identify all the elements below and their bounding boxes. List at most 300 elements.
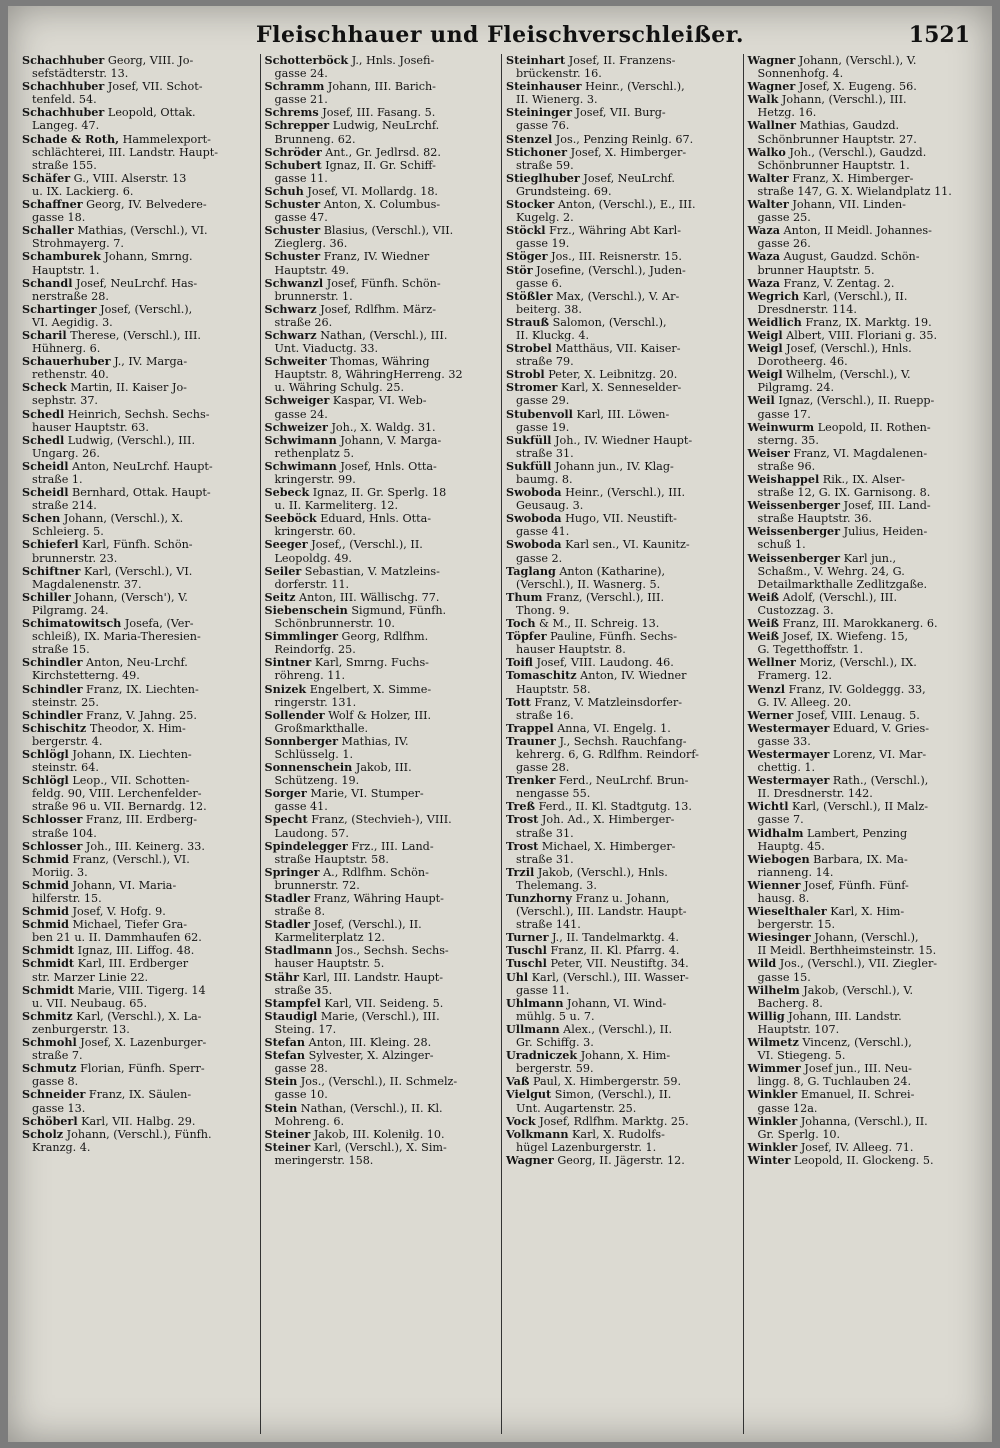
entry-name: Stromer bbox=[506, 380, 558, 395]
entry-name: Seitz bbox=[264, 589, 296, 604]
entry-name: Scheck bbox=[22, 380, 67, 395]
entry-name: Schotterböck bbox=[264, 54, 349, 67]
directory-entry bbox=[506, 971, 739, 997]
entry-name: Sintner bbox=[264, 655, 312, 670]
entry-address: Moriz, (Verschl.), IX. Framerg. 12. bbox=[757, 656, 917, 683]
directory-entry bbox=[748, 54, 981, 80]
entry-address: Wolf & Holzer, III. Großmarkthalle. bbox=[274, 708, 432, 735]
entry-name: Stefan bbox=[264, 1048, 306, 1063]
entry-name: Stocker bbox=[506, 197, 555, 212]
entry-address: Josef, VII. Schot- tenfeld. 54. bbox=[32, 80, 203, 107]
directory-entry bbox=[748, 473, 981, 499]
entry-address: Josef, IX. Wiefeng. 15, G. Tegetthoffstr. 1. bbox=[757, 630, 909, 657]
entry-address: Anna, VI. Engelg. 1. bbox=[553, 721, 671, 735]
page-title: Fleischhauer und Fleischverschleißer. bbox=[255, 22, 745, 48]
entry-address: Blasius, (Verschl.), VII. Zieglerg. 36. bbox=[274, 224, 454, 251]
entry-name: Seiler bbox=[264, 563, 302, 578]
entry-address: Nathan, (Verschl.), III. Unt. Viaductg. 33. bbox=[274, 328, 448, 356]
entry-address: Jos., Sechsh. Sechs- hauser Hauptstr. 5. bbox=[274, 944, 449, 971]
entry-name: Stähr bbox=[264, 969, 300, 984]
entry-name: Wiesinger bbox=[747, 930, 811, 945]
directory-entry bbox=[22, 984, 256, 1010]
entry-name: Schiftner bbox=[22, 563, 81, 578]
entry-name: Schubert bbox=[264, 157, 322, 172]
directory-entry bbox=[748, 198, 981, 224]
entry-address: Johann, (Verschl.), X. Schleierg. 5. bbox=[32, 512, 184, 539]
entry-name: Stubenvoll bbox=[506, 406, 573, 421]
entry-address: Johann, (Versch'), V. Pilgramg. 24. bbox=[32, 590, 188, 617]
entry-address: Adolf, (Verschl.), III. Custozzag. 3. bbox=[757, 590, 898, 617]
directory-entry bbox=[748, 957, 981, 983]
entry-name: Stößler bbox=[506, 288, 553, 303]
entry-name: Wilhelm bbox=[747, 982, 800, 997]
entry-name: Schindler bbox=[22, 655, 83, 670]
entry-address: Michael, X. Himberger- straße 31. bbox=[516, 839, 676, 866]
entry-address: Josef jun., III. Neu- lingg. 8, G. Tuchlauben 24. bbox=[757, 1062, 912, 1089]
entry-name: Turner bbox=[506, 930, 549, 945]
directory-entry bbox=[265, 277, 498, 303]
directory-entry bbox=[265, 813, 498, 839]
entry-address: Josef, Hnls. Otta- kringerstr. 99. bbox=[274, 459, 437, 486]
entry-name: Werner bbox=[747, 707, 794, 722]
entry-name: Trenker bbox=[506, 773, 556, 788]
entry-name: Schieferl bbox=[22, 537, 79, 552]
directory-entry bbox=[22, 813, 256, 839]
entry-name: Stadler bbox=[264, 917, 311, 932]
entry-address: Georg, II. Jägerstr. 12. bbox=[553, 1153, 685, 1167]
entry-name: Stampfel bbox=[264, 995, 321, 1010]
entry-name: Schade & Roth, bbox=[22, 131, 120, 146]
entry-name: Schmidt bbox=[22, 982, 75, 997]
entry-name: Schlögl bbox=[22, 746, 69, 761]
directory-entry bbox=[748, 617, 981, 630]
directory-entry bbox=[506, 434, 739, 460]
directory-entry bbox=[265, 683, 498, 709]
entry-address: Anton, NeuLrchf. Haupt- straße 1. bbox=[32, 459, 213, 486]
entry-name: Steinhauser bbox=[506, 79, 582, 94]
entry-address: Josef, VIII. Laudong. 46. bbox=[532, 656, 674, 670]
entry-address: Franz, (Verschl.), VI. Moriig. 3. bbox=[32, 852, 190, 879]
directory-entry bbox=[22, 277, 256, 303]
directory-entry bbox=[22, 918, 256, 944]
directory-entry bbox=[265, 159, 498, 185]
entry-address: Karl, Smrng. Fuchs- röhreng. 11. bbox=[274, 656, 429, 683]
entry-name: Steinhart bbox=[506, 54, 566, 67]
directory-entry bbox=[748, 984, 981, 1010]
entry-name: Walk bbox=[747, 92, 779, 107]
entry-address: Ignaz, (Verschl.), II. Ruepp- gasse 17. bbox=[757, 394, 935, 421]
entry-name: Schlosser bbox=[22, 812, 83, 827]
directory-entry bbox=[748, 800, 981, 826]
directory-entry bbox=[265, 761, 498, 787]
entry-address: Leopold, Ottak. Langeg. 47. bbox=[32, 106, 196, 133]
directory-entry bbox=[265, 54, 498, 80]
entry-name: Schmidt bbox=[22, 956, 75, 971]
entry-name: Schäfer bbox=[22, 170, 71, 185]
directory-columns bbox=[18, 54, 984, 1434]
directory-entry bbox=[506, 538, 739, 564]
entry-address: Leopold, II. Rothen- sterng. 35. bbox=[757, 420, 931, 447]
column-2 bbox=[260, 54, 502, 1434]
directory-entry bbox=[265, 787, 498, 813]
directory-entry bbox=[748, 774, 981, 800]
entry-address: Emanuel, II. Schrei- gasse 12a. bbox=[757, 1088, 915, 1115]
directory-entry bbox=[22, 879, 256, 905]
directory-entry bbox=[748, 368, 981, 394]
entry-address: Salomon, (Verschl.), II. Kluckg. 4. bbox=[516, 315, 667, 342]
entry-address: Frz., III. Land- straße Hauptstr. 58. bbox=[274, 839, 434, 866]
column-4 bbox=[743, 54, 985, 1434]
entry-name: Scharil bbox=[22, 327, 67, 342]
directory-entry bbox=[506, 146, 739, 172]
entry-name: Wild bbox=[747, 956, 777, 971]
entry-name: Weidlich bbox=[747, 314, 802, 329]
entry-name: Steininger bbox=[506, 105, 572, 120]
entry-address: Franz, IX. Marktg. 19. bbox=[801, 315, 932, 329]
entry-name: Schedl bbox=[22, 406, 65, 421]
entry-address: Josef,, (Verschl.), II. Leopoldg. 49. bbox=[274, 538, 423, 565]
entry-name: Wenzl bbox=[747, 681, 786, 696]
entry-address: Hammelexport- schlächterei, III. Landstr. Haupt- straße 155. bbox=[32, 132, 219, 172]
entry-address: Franz, (Stechvieh-), VIII. Laudong. 57. bbox=[274, 813, 452, 840]
entry-name: Widhalm bbox=[747, 825, 804, 840]
entry-name: Swoboda bbox=[506, 537, 562, 552]
entry-name: Schlögl bbox=[22, 773, 69, 788]
directory-entry bbox=[748, 250, 981, 276]
entry-address: Engelbert, X. Simme- ringerstr. 131. bbox=[274, 682, 432, 709]
directory-entry bbox=[748, 1010, 981, 1036]
entry-address: Anton (Katharine), (Verschl.), II. Wasnerg. 5. bbox=[516, 564, 666, 591]
entry-name: Sebeck bbox=[264, 485, 310, 500]
entry-name: Trauner bbox=[506, 733, 556, 748]
entry-address: Martin, II. Kaiser Jo- sephstr. 37. bbox=[32, 381, 187, 408]
directory-entry bbox=[265, 486, 498, 512]
directory-entry bbox=[506, 774, 739, 800]
entry-address: Anton, III. Wällischg. 77. bbox=[295, 590, 440, 604]
entry-address: Johanna, (Verschl.), II. Gr. Sperlg. 10. bbox=[757, 1114, 928, 1141]
entry-address: Franz u. Johann, (Verschl.), III. Landstr. Haupt- straße 141. bbox=[516, 892, 687, 932]
entry-name: Schweiger bbox=[264, 393, 330, 408]
entry-address: Josef, (Verschl.), Hnls. Dorotheerg. 46. bbox=[757, 342, 912, 369]
entry-name: Wimmer bbox=[747, 1061, 801, 1076]
entry-address: Ferd., NeuLrchf. Brun- nengasse 55. bbox=[516, 774, 689, 801]
directory-entry bbox=[265, 630, 498, 656]
entry-name: Weiß bbox=[747, 616, 780, 631]
entry-address: Julius, Heiden- schuß 1. bbox=[757, 525, 928, 552]
directory-entry bbox=[265, 709, 498, 735]
directory-entry bbox=[265, 1049, 498, 1075]
directory-entry bbox=[748, 421, 981, 447]
directory-entry bbox=[506, 264, 739, 290]
entry-name: Ullmann bbox=[506, 1021, 560, 1036]
entry-address: Franz, IX. Liechten- steinstr. 25. bbox=[32, 682, 199, 709]
directory-entry bbox=[22, 106, 256, 132]
entry-address: Georg, Rdlfhm. Reindorfg. 25. bbox=[274, 630, 429, 657]
entry-name: Vaß bbox=[506, 1074, 530, 1089]
entry-name: Weissenberger bbox=[747, 550, 841, 565]
entry-name: Stöckl bbox=[506, 223, 546, 238]
directory-entry bbox=[22, 54, 256, 80]
entry-name: Stadlmann bbox=[264, 943, 333, 958]
entry-name: Weiß bbox=[747, 629, 780, 644]
entry-name: Schmid bbox=[22, 851, 69, 866]
entry-address: Ignaz, II. Gr. Schiff- gasse 11. bbox=[274, 158, 436, 185]
entry-address: Karl, III. Erdberger str. Marzer Linie 22. bbox=[32, 957, 189, 984]
entry-name: Weil bbox=[747, 393, 775, 408]
entry-name: Wellner bbox=[747, 655, 796, 670]
entry-address: Josef, NeuLrchf. Has- nerstraße 28. bbox=[32, 276, 198, 303]
entry-address: Josef, VI. Mollardg. 18. bbox=[303, 184, 438, 198]
directory-entry bbox=[506, 1154, 739, 1167]
entry-name: Schmid bbox=[22, 904, 69, 919]
entry-name: Taglang bbox=[506, 563, 556, 578]
entry-name: Schwarz bbox=[264, 301, 317, 316]
entry-name: Schindler bbox=[22, 707, 83, 722]
directory-entry bbox=[22, 460, 256, 486]
entry-name: Sollender bbox=[264, 707, 325, 722]
directory-entry bbox=[748, 931, 981, 957]
entry-address: Jos., Penzing Reinlg. 67. bbox=[552, 132, 694, 146]
entry-name: Weiß bbox=[747, 589, 780, 604]
entry-name: Töpfer bbox=[506, 629, 547, 644]
entry-name: Schischitz bbox=[22, 720, 87, 735]
entry-address: Ignaz, III. Liffog. 48. bbox=[74, 944, 195, 958]
directory-entry bbox=[506, 342, 739, 368]
directory-entry bbox=[506, 591, 739, 617]
entry-name: Weissenberger bbox=[747, 498, 841, 513]
entry-name: Westermayer bbox=[747, 746, 830, 761]
directory-entry bbox=[506, 381, 739, 407]
directory-entry bbox=[506, 172, 739, 198]
directory-entry bbox=[265, 604, 498, 630]
directory-entry bbox=[22, 591, 256, 617]
entry-name: Stadler bbox=[264, 891, 311, 905]
entry-name: Schedl bbox=[22, 432, 65, 447]
entry-name: Uhl bbox=[506, 969, 529, 984]
entry-address: Mathias, (Verschl.), VI. Strohmayerg. 7. bbox=[32, 224, 208, 251]
directory-entry bbox=[506, 696, 739, 722]
directory-entry bbox=[506, 800, 739, 813]
directory-entry bbox=[506, 512, 739, 538]
directory-entry bbox=[22, 748, 256, 774]
directory-entry bbox=[506, 1023, 739, 1049]
entry-address: Josef, IV. Alleeg. 71. bbox=[797, 1140, 914, 1154]
entry-address: Bernhard, Ottak. Haupt- straße 214. bbox=[32, 486, 211, 513]
entry-name: Stein bbox=[264, 1074, 298, 1089]
entry-name: Schiller bbox=[22, 589, 71, 604]
entry-name: Wienner bbox=[747, 877, 801, 892]
entry-address: Hugo, VII. Neustift- gasse 41. bbox=[516, 512, 677, 539]
entry-name: Willig bbox=[747, 1008, 785, 1023]
directory-entry bbox=[748, 1036, 981, 1062]
entry-name: Schmid bbox=[22, 917, 69, 932]
entry-address: Franz, III. Marokkanerg. 6. bbox=[779, 617, 938, 631]
entry-name: Weishappel bbox=[747, 472, 820, 486]
entry-address: Ludwig, NeuLrchf. Brunneng. 62. bbox=[274, 119, 440, 146]
entry-address: Albert, VIII. Floriani g. 35. bbox=[782, 328, 938, 342]
entry-address: Franz, III. Erdberg- straße 104. bbox=[32, 813, 198, 840]
entry-name: Schamburek bbox=[22, 249, 101, 264]
directory-entry bbox=[265, 329, 498, 355]
entry-address: Franz, Währing Haupt- straße 8. bbox=[274, 892, 444, 919]
entry-address: Ant., Gr. Jedlrsd. 82. bbox=[321, 145, 441, 159]
directory-entry bbox=[22, 172, 256, 198]
directory-entry bbox=[748, 447, 981, 473]
entry-name: Schweiter bbox=[264, 354, 327, 369]
directory-entry bbox=[265, 656, 498, 682]
entry-name: Schrepper bbox=[264, 118, 330, 133]
directory-entry bbox=[22, 80, 256, 106]
entry-address: Max, (Verschl.), V. Ar- beiterg. 38. bbox=[516, 289, 680, 316]
directory-entry bbox=[22, 1128, 256, 1154]
entry-address: Anton, X. Columbus- gasse 47. bbox=[274, 198, 441, 225]
entry-name: Wallner bbox=[747, 118, 796, 133]
entry-address: Karl jun., Schaßm., V. Wehrg. 24, G. Detailmarkthalle Zedlitzgaße. bbox=[757, 551, 928, 591]
directory-entry bbox=[22, 355, 256, 381]
entry-name: Weissenberger bbox=[747, 524, 841, 539]
directory-entry bbox=[748, 630, 981, 656]
directory-entry bbox=[265, 1075, 498, 1101]
entry-name: Tomaschitz bbox=[506, 668, 577, 683]
entry-address: Leop., VII. Schotten- feldg. 90, VIII. Lerchenfelder- straße 96 u. VII. Bernardg. 12. bbox=[32, 774, 207, 814]
entry-address: Karl, III. Löwen- gasse 19. bbox=[516, 407, 670, 434]
entry-name: Swoboda bbox=[506, 511, 562, 526]
entry-address: Karl, (Verschl.), VI. Magdalenenstr. 37. bbox=[32, 564, 193, 591]
entry-address: Franz, II. Kl. Pfarrg. 4. bbox=[546, 944, 680, 958]
entry-name: Seeger bbox=[264, 537, 308, 552]
entry-name: Specht bbox=[264, 812, 308, 827]
directory-entry bbox=[265, 918, 498, 944]
entry-address: Anton, (Verschl.), E., III. Kugelg. 2. bbox=[516, 198, 696, 225]
entry-address: Johann, (Verschl.), V. Sonnenhofg. 4. bbox=[757, 54, 917, 81]
directory-entry bbox=[265, 1141, 498, 1167]
entry-address: Johann, X. Him- bergerstr. 59. bbox=[516, 1049, 671, 1076]
entry-name: Westermayer bbox=[747, 773, 830, 788]
entry-address: Johann, VI. Maria- hilferstr. 15. bbox=[32, 878, 177, 905]
entry-name: Winkler bbox=[747, 1113, 798, 1128]
entry-name: Weinwurm bbox=[747, 419, 815, 434]
entry-name: Seeböck bbox=[264, 511, 317, 526]
entry-address: Ferd., II. Kl. Stadtgutg. 13. bbox=[535, 800, 692, 814]
entry-address: Josef, NeuLrchf. Grundsteing. 69. bbox=[516, 171, 675, 198]
entry-name: Westermayer bbox=[747, 720, 830, 735]
entry-name: Stichoner bbox=[506, 144, 568, 159]
entry-address: Michael, Tiefer Gra- ben 21 u. II. Dammhaufen 62. bbox=[32, 918, 202, 945]
entry-name: Uradniczek bbox=[506, 1048, 578, 1063]
directory-entry bbox=[748, 552, 981, 591]
entry-name: Schuster bbox=[264, 197, 321, 212]
entry-address: Jos., (Verschl.), II. Schmelz- gasse 10. bbox=[274, 1075, 458, 1102]
entry-name: Schaffner bbox=[22, 197, 83, 212]
entry-address: J., Sechsh. Rauchfang- kehrerg. 6, G. Rdlfhm. Reindorf- gasse 28. bbox=[516, 734, 699, 775]
directory-entry bbox=[22, 381, 256, 407]
directory-entry bbox=[748, 93, 981, 119]
entry-address: Karl, (Verschl.), X. Sim- meringerstr. 158. bbox=[274, 1140, 447, 1167]
entry-address: Barbara, IX. Ma- rianneng. 14. bbox=[757, 852, 908, 879]
directory-entry bbox=[22, 774, 256, 813]
directory-entry bbox=[265, 355, 498, 394]
entry-address: Johann, (Verschl.), II Meidl. Berthheimsteinstr. 15. bbox=[757, 931, 937, 958]
directory-entry bbox=[22, 250, 256, 276]
entry-name: Schandl bbox=[22, 275, 73, 290]
entry-name: Wieselthaler bbox=[747, 904, 827, 919]
entry-address: Josef, VIII. Lenaug. 5. bbox=[793, 708, 920, 722]
directory-entry bbox=[506, 80, 739, 106]
entry-address: Karl, (Verschl.), II. Dresdnerstr. 114. bbox=[757, 289, 908, 316]
entry-address: Joh., III. Keinerg. 33. bbox=[82, 839, 205, 853]
entry-address: Johann, VI. Wind- mühlg. 5 u. 7. bbox=[516, 996, 667, 1023]
entry-name: Trzil bbox=[506, 864, 535, 879]
directory-entry bbox=[22, 198, 256, 224]
directory-entry bbox=[265, 944, 498, 970]
directory-entry bbox=[22, 853, 256, 879]
entry-address: Karl, VII. Halbg. 29. bbox=[77, 1114, 196, 1128]
entry-address: Johann, VII. Linden- gasse 25. bbox=[757, 198, 906, 225]
entry-address: Josef, Fünfh. Fünf- hausg. 8. bbox=[757, 878, 909, 905]
directory-entry bbox=[506, 997, 739, 1023]
page-number: 1521 bbox=[908, 22, 970, 48]
directory-entry bbox=[506, 54, 739, 80]
entry-name: Walter bbox=[747, 197, 789, 212]
directory-entry bbox=[22, 512, 256, 538]
directory-entry bbox=[748, 119, 981, 145]
directory-entry bbox=[22, 565, 256, 591]
directory-entry bbox=[748, 172, 981, 198]
entry-name: Sonnberger bbox=[264, 733, 338, 748]
entry-name: Sonnenschein bbox=[264, 760, 353, 775]
directory-entry bbox=[748, 827, 981, 853]
entry-address: Simon, (Verschl.), II. Unt. Augartenstr. 25. bbox=[516, 1088, 672, 1115]
entry-address: Joh., (Verschl.), Gaudzd. Schönbrunner Hauptstr. 1. bbox=[757, 145, 927, 172]
entry-address: Josef, X. Himberger- straße 59. bbox=[516, 145, 687, 172]
entry-address: Joh. Ad., X. Himberger- straße 31. bbox=[516, 813, 675, 840]
entry-name: Volkmann bbox=[506, 1126, 569, 1141]
directory-entry bbox=[506, 250, 739, 263]
entry-address: J., Hnls. Josefi- gasse 24. bbox=[274, 54, 435, 81]
entry-name: Wilmetz bbox=[747, 1035, 799, 1050]
directory-entry bbox=[748, 1088, 981, 1114]
entry-name: Schmitz bbox=[22, 1008, 73, 1023]
directory-entry bbox=[506, 957, 739, 970]
directory-entry bbox=[506, 486, 739, 512]
entry-name: Tuschl bbox=[506, 956, 547, 971]
entry-address: Jakob, III. Koleniłg. 10. bbox=[310, 1127, 445, 1141]
entry-name: Uhlmann bbox=[506, 995, 564, 1010]
directory-entry bbox=[22, 303, 256, 329]
directory-entry bbox=[22, 957, 256, 983]
entry-address: Karl, VII. Seideng. 5. bbox=[320, 996, 444, 1010]
directory-entry bbox=[748, 656, 981, 682]
directory-entry bbox=[506, 290, 739, 316]
entry-address: Josef, III. Fasang. 5. bbox=[318, 106, 436, 120]
entry-address: Josef, Rdlfhm. März- straße 26. bbox=[274, 302, 437, 329]
entry-address: Sigmund, Fünfh. Schönbrunnerstr. 10. bbox=[274, 603, 447, 631]
directory-entry bbox=[506, 198, 739, 224]
entry-address: Karl sen., VI. Kaunitz- gasse 2. bbox=[516, 538, 690, 565]
directory-page bbox=[8, 6, 992, 1442]
directory-entry bbox=[506, 630, 739, 656]
entry-address: Anton, III. Kleing. 28. bbox=[305, 1036, 432, 1050]
entry-address: J., IV. Marga- rethenstr. 40. bbox=[32, 355, 188, 382]
entry-name: Schen bbox=[22, 511, 61, 526]
directory-entry bbox=[22, 656, 256, 682]
entry-name: Thum bbox=[506, 589, 543, 604]
directory-entry bbox=[506, 1128, 739, 1154]
entry-address: Karl, X. Senneselder- gasse 29. bbox=[516, 381, 682, 408]
entry-name: Trappel bbox=[506, 720, 554, 735]
directory-entry bbox=[265, 250, 498, 276]
entry-address: Mathias, IV. Schlüsselg. 1. bbox=[274, 734, 409, 761]
